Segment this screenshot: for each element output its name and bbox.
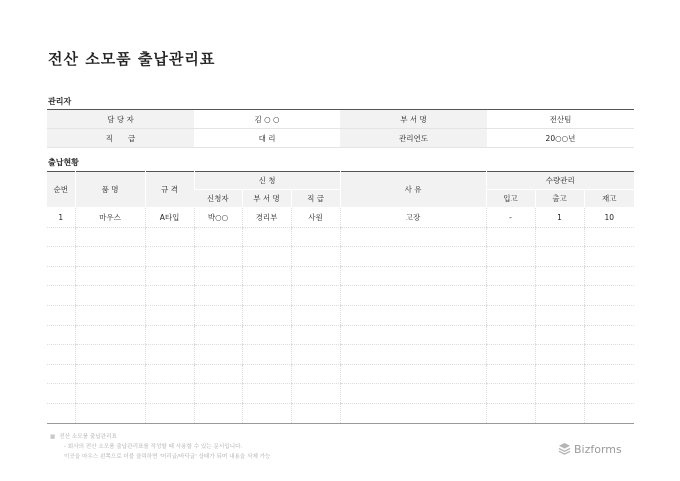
header-spec: 규 격 (145, 172, 194, 208)
empty-cell[interactable] (584, 384, 634, 404)
empty-cell[interactable] (486, 403, 535, 423)
empty-cell[interactable] (584, 364, 634, 384)
empty-cell[interactable] (47, 364, 75, 384)
table-row (47, 208, 634, 228)
empty-cell[interactable] (535, 266, 584, 286)
empty-cell[interactable] (242, 266, 291, 286)
bizforms-logo-icon (558, 442, 571, 456)
header-stock: 재고 (584, 190, 634, 208)
bullet-icon: ■ (50, 434, 56, 440)
empty-cell[interactable] (47, 325, 75, 345)
table-row (47, 403, 634, 423)
empty-cell[interactable] (47, 247, 75, 267)
empty-cell[interactable] (486, 286, 535, 306)
io-section-heading: 출납현황 (48, 158, 79, 167)
manager-section-heading: 관리자 (48, 97, 72, 106)
year-label: 관리연도 (340, 129, 487, 148)
empty-cell[interactable] (486, 325, 535, 345)
cell-item[interactable]: 마우스 (75, 208, 145, 228)
empty-cell[interactable] (535, 305, 584, 325)
empty-cell[interactable] (194, 345, 242, 365)
empty-cell[interactable] (75, 227, 145, 247)
empty-cell[interactable] (145, 266, 194, 286)
empty-cell[interactable] (242, 227, 291, 247)
empty-cell[interactable] (535, 247, 584, 267)
table-row (47, 364, 634, 384)
year-value[interactable]: 20○○년 (487, 129, 634, 148)
empty-cell[interactable] (242, 247, 291, 267)
header-qty: 수량관리 (486, 172, 634, 190)
empty-cell[interactable] (291, 305, 340, 325)
empty-cell[interactable] (194, 305, 242, 325)
empty-cell[interactable] (242, 305, 291, 325)
empty-cell[interactable] (291, 345, 340, 365)
empty-cell[interactable] (340, 305, 486, 325)
empty-cell[interactable] (194, 227, 242, 247)
header-rank: 직 급 (291, 190, 340, 208)
empty-cell[interactable] (340, 364, 486, 384)
empty-cell[interactable] (145, 325, 194, 345)
cell-out[interactable]: 1 (535, 208, 584, 228)
empty-cell[interactable] (584, 286, 634, 306)
empty-cell[interactable] (535, 345, 584, 365)
empty-cell[interactable] (47, 345, 75, 365)
empty-cell[interactable] (145, 227, 194, 247)
empty-cell[interactable] (535, 227, 584, 247)
department-label: 부 서 명 (340, 110, 487, 129)
empty-cell[interactable] (535, 325, 584, 345)
empty-cell[interactable] (194, 286, 242, 306)
cell-in[interactable]: - (486, 208, 535, 228)
empty-cell[interactable] (75, 305, 145, 325)
empty-cell[interactable] (584, 266, 634, 286)
empty-cell[interactable] (291, 364, 340, 384)
empty-cell[interactable] (242, 403, 291, 423)
empty-cell[interactable] (340, 403, 486, 423)
table-row (47, 384, 634, 404)
table-row (47, 266, 634, 286)
header-dept: 부 서 명 (242, 190, 291, 208)
empty-cell[interactable] (194, 384, 242, 404)
empty-cell[interactable] (584, 325, 634, 345)
empty-cell[interactable] (486, 364, 535, 384)
cell-no[interactable]: 1 (47, 208, 75, 228)
empty-cell[interactable] (340, 227, 486, 247)
manager-row (47, 110, 634, 129)
table-row (47, 247, 634, 267)
note-title: 전산 소모품 출납관리표 (59, 434, 117, 440)
empty-cell[interactable] (47, 286, 75, 306)
empty-cell[interactable] (340, 266, 486, 286)
note-line: 이곳을 마우스 왼쪽으로 더블 클릭하면 '머리글/바닥글' 상태가 되며 내용을 삭제 가능 (64, 454, 271, 460)
empty-cell[interactable] (242, 384, 291, 404)
empty-cell[interactable] (75, 384, 145, 404)
empty-cell[interactable] (47, 384, 75, 404)
empty-cell[interactable] (535, 364, 584, 384)
note-line: - 회사의 전산 소모품 출납관리표를 작성할 때 사용할 수 있는 문서입니다. (64, 444, 243, 450)
header-out: 출고 (535, 190, 584, 208)
cell-reason[interactable]: 고장 (340, 208, 486, 228)
empty-cell[interactable] (75, 286, 145, 306)
empty-cell[interactable] (47, 227, 75, 247)
notes (50, 432, 270, 462)
empty-cell[interactable] (194, 364, 242, 384)
header-item: 품 명 (75, 172, 145, 208)
empty-cell[interactable] (75, 247, 145, 267)
department-value[interactable]: 전산팀 (487, 110, 634, 129)
bizforms-logo (558, 442, 622, 456)
empty-cell[interactable] (145, 345, 194, 365)
header-in: 입고 (486, 190, 535, 208)
empty-cell[interactable] (145, 384, 194, 404)
cell-applicant[interactable]: 박○○ (194, 208, 242, 228)
empty-cell[interactable] (291, 227, 340, 247)
empty-cell[interactable] (486, 345, 535, 365)
empty-cell[interactable] (584, 227, 634, 247)
header-row (47, 172, 634, 190)
empty-cell[interactable] (194, 247, 242, 267)
empty-cell[interactable] (242, 364, 291, 384)
empty-cell[interactable] (535, 403, 584, 423)
empty-cell[interactable] (145, 403, 194, 423)
empty-cell[interactable] (340, 325, 486, 345)
table-row (47, 227, 634, 247)
empty-cell[interactable] (145, 286, 194, 306)
empty-cell[interactable] (194, 325, 242, 345)
empty-cell[interactable] (535, 384, 584, 404)
empty-cell[interactable] (291, 403, 340, 423)
empty-cell[interactable] (291, 325, 340, 345)
rank-label: 직 급 (47, 129, 194, 148)
empty-cell[interactable] (47, 403, 75, 423)
empty-cell[interactable] (291, 286, 340, 306)
empty-cell[interactable] (145, 364, 194, 384)
cell-rank[interactable]: 사원 (291, 208, 340, 228)
empty-cell[interactable] (75, 266, 145, 286)
empty-cell[interactable] (242, 286, 291, 306)
empty-cell[interactable] (291, 384, 340, 404)
page-title: 전산 소모품 출납관리표 (48, 50, 216, 68)
empty-cell[interactable] (194, 403, 242, 423)
empty-cell[interactable] (486, 247, 535, 267)
empty-cell[interactable] (486, 266, 535, 286)
empty-cell[interactable] (291, 266, 340, 286)
empty-cell[interactable] (194, 266, 242, 286)
empty-cell[interactable] (584, 247, 634, 267)
io-table (47, 171, 634, 424)
header-request: 신 청 (194, 172, 340, 190)
empty-cell[interactable] (145, 305, 194, 325)
empty-cell[interactable] (584, 305, 634, 325)
cell-stock[interactable]: 10 (584, 208, 634, 228)
empty-cell[interactable] (340, 345, 486, 365)
rank-value[interactable]: 대 리 (194, 129, 340, 148)
manager-table (47, 109, 634, 148)
logo-text: Bizforms (574, 442, 622, 456)
empty-cell[interactable] (486, 227, 535, 247)
header-reason: 사 유 (340, 172, 486, 208)
empty-cell[interactable] (47, 305, 75, 325)
header-no: 순번 (47, 172, 75, 208)
empty-cell[interactable] (75, 364, 145, 384)
cell-spec[interactable]: A타입 (145, 208, 194, 228)
manager-label: 담 당 자 (47, 110, 194, 129)
empty-cell[interactable] (584, 345, 634, 365)
table-row (47, 286, 634, 306)
empty-cell[interactable] (340, 247, 486, 267)
empty-cell[interactable] (486, 305, 535, 325)
empty-cell[interactable] (75, 403, 145, 423)
empty-cell[interactable] (75, 325, 145, 345)
empty-cell[interactable] (535, 286, 584, 306)
empty-cell[interactable] (75, 345, 145, 365)
empty-cell[interactable] (242, 345, 291, 365)
table-row (47, 325, 634, 345)
cell-dept[interactable]: 경리부 (242, 208, 291, 228)
empty-cell[interactable] (340, 384, 486, 404)
table-row (47, 345, 634, 365)
empty-cell[interactable] (47, 266, 75, 286)
table-row (47, 305, 634, 325)
empty-cell[interactable] (584, 403, 634, 423)
header-applicant: 신청자 (194, 190, 242, 208)
manager-row (47, 129, 634, 148)
empty-cell[interactable] (340, 286, 486, 306)
empty-cell[interactable] (242, 325, 291, 345)
empty-cell[interactable] (486, 384, 535, 404)
empty-cell[interactable] (145, 247, 194, 267)
manager-value[interactable]: 김 ○ ○ (194, 110, 340, 129)
empty-cell[interactable] (291, 247, 340, 267)
